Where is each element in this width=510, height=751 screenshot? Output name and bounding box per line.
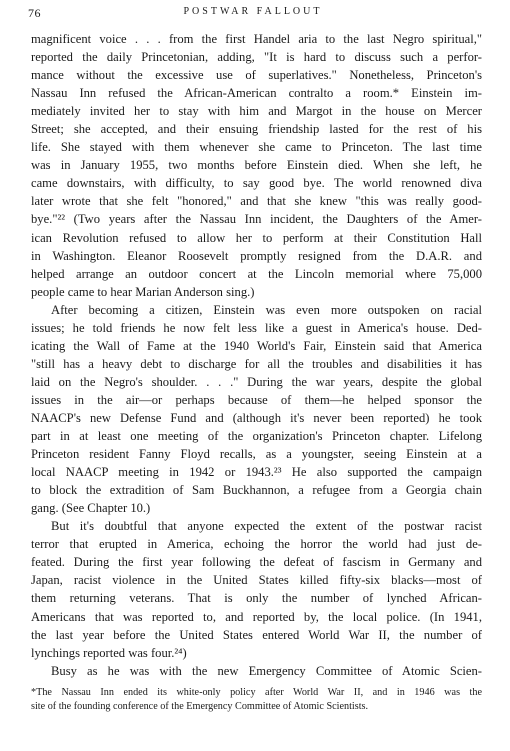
text-line: came downstairs, with difficulty, to say good bye. The world renowned diva <box>31 176 482 191</box>
text-line: "still has a heavy debt to discharge for all the troubles and disabilities it has <box>31 356 482 371</box>
paragraph-first-line: Busy as he was with the new Emergency Committee of Atomic Scien- <box>51 663 482 678</box>
text-line: helped arrange an outdoor concert at the Lincoln memorial where 75,000 <box>31 266 482 281</box>
footnote-line: *The Nassau Inn ended its white-only policy after World War II, and in 1946 was the <box>31 687 482 698</box>
text-line: local NAACP meeting in 1942 or 1943.²³ He also supported the campaign <box>31 465 482 480</box>
text-line: icating the Wall of Fame at the 1940 World's Fair, Einstein said that America <box>31 338 482 353</box>
text-line: ican Revolution refused to allow her to perform at their Constitution Hall <box>31 230 482 245</box>
text-line: reported the daily Princetonian, adding, "It is hard to discuss such a perfor- <box>31 50 482 65</box>
text-line: to block the extradition of Sam Buckhannon, a refugee from a Georgia chain <box>31 483 482 498</box>
footnote <box>31 686 482 714</box>
text-line: feated. During the first year following the defeat of fascism in Germany and <box>31 555 482 570</box>
footnote-line: site of the founding conference of the Emergency Committee of Atomic Scientists. <box>31 701 369 712</box>
text-line: part in at least one meeting of the organization's Princeton chapter. Lifelong <box>31 429 482 444</box>
paragraph-last-line: gang. (See Chapter 10.) <box>31 501 151 516</box>
text-line: terror that erupted in America, echoing the horror the world had just de- <box>31 537 482 552</box>
text-line: laid on the Negro's shoulder. . . ." During the war years, despite the global <box>31 374 482 389</box>
paragraph-last-line: people came to hear Marian Anderson sing.) <box>31 284 255 299</box>
running-head: POSTWAR FALLOUT <box>183 6 323 17</box>
text-line: Americans that was reported to, and reported by, the local police. (In 1941, <box>31 609 482 624</box>
text-line: issues; he told friends he now felt less like a guest in America's house. Ded- <box>31 320 482 335</box>
text-line: was in January 1955, two months before Einstein died. When she left, he <box>31 158 482 173</box>
text-line: Princeton resident Fanny Floyd recalls, as a youngster, seeing Einstein at a <box>31 447 482 462</box>
text-line: bye."²² (Two years after the Nassau Inn incident, the Daughters of the Amer- <box>31 212 482 227</box>
text-line: Japan, racist violence in the United States killed fifty-six blacks—most of <box>31 573 482 588</box>
text-line: later wrote that she felt "honored," and that she knew "this was really good- <box>31 194 482 209</box>
text-line: in Washington. Eleanor Roosevelt promptly resigned from the D.A.R. and <box>31 248 482 263</box>
text-line: issues in the air—or perhaps because of them—he helped sponsor the <box>31 392 482 407</box>
page-header <box>28 6 478 22</box>
text-line: life. She stayed with them whenever she came to Princeton. The last time <box>31 140 482 155</box>
text-line: Nassau Inn refused the African-American contralto a room.* Einstein im- <box>31 86 482 101</box>
text-line: them returning veterans. That is only the number of lynched African- <box>31 591 482 606</box>
page-number: 76 <box>28 6 41 20</box>
text-line: NAACP's new Defense Fund and (although it's never been reported) he took <box>31 410 482 425</box>
text-line: magnificent voice . . . from the first Handel aria to the last Negro spiritual," <box>31 32 482 46</box>
text-line: the last year before the United States entered World War II, the number of <box>31 627 482 642</box>
body-text <box>31 30 482 680</box>
text-line: mediately invited her to stay with him and Margot in the house on Mercer <box>31 104 482 119</box>
paragraph-last-line: lynchings reported was four.²⁴) <box>31 645 187 660</box>
text-line: mance without the excessive use of superlatives." Nonetheless, Princeton's <box>31 68 482 83</box>
paragraph-first-line: But it's doubtful that anyone expected the extent of the postwar racist <box>51 519 482 534</box>
text-line: Street; she accepted, and their ensuing friendship lasted for the rest of his <box>31 122 482 137</box>
paragraph-first-line: After becoming a citizen, Einstein was even more outspoken on racial <box>51 302 482 317</box>
